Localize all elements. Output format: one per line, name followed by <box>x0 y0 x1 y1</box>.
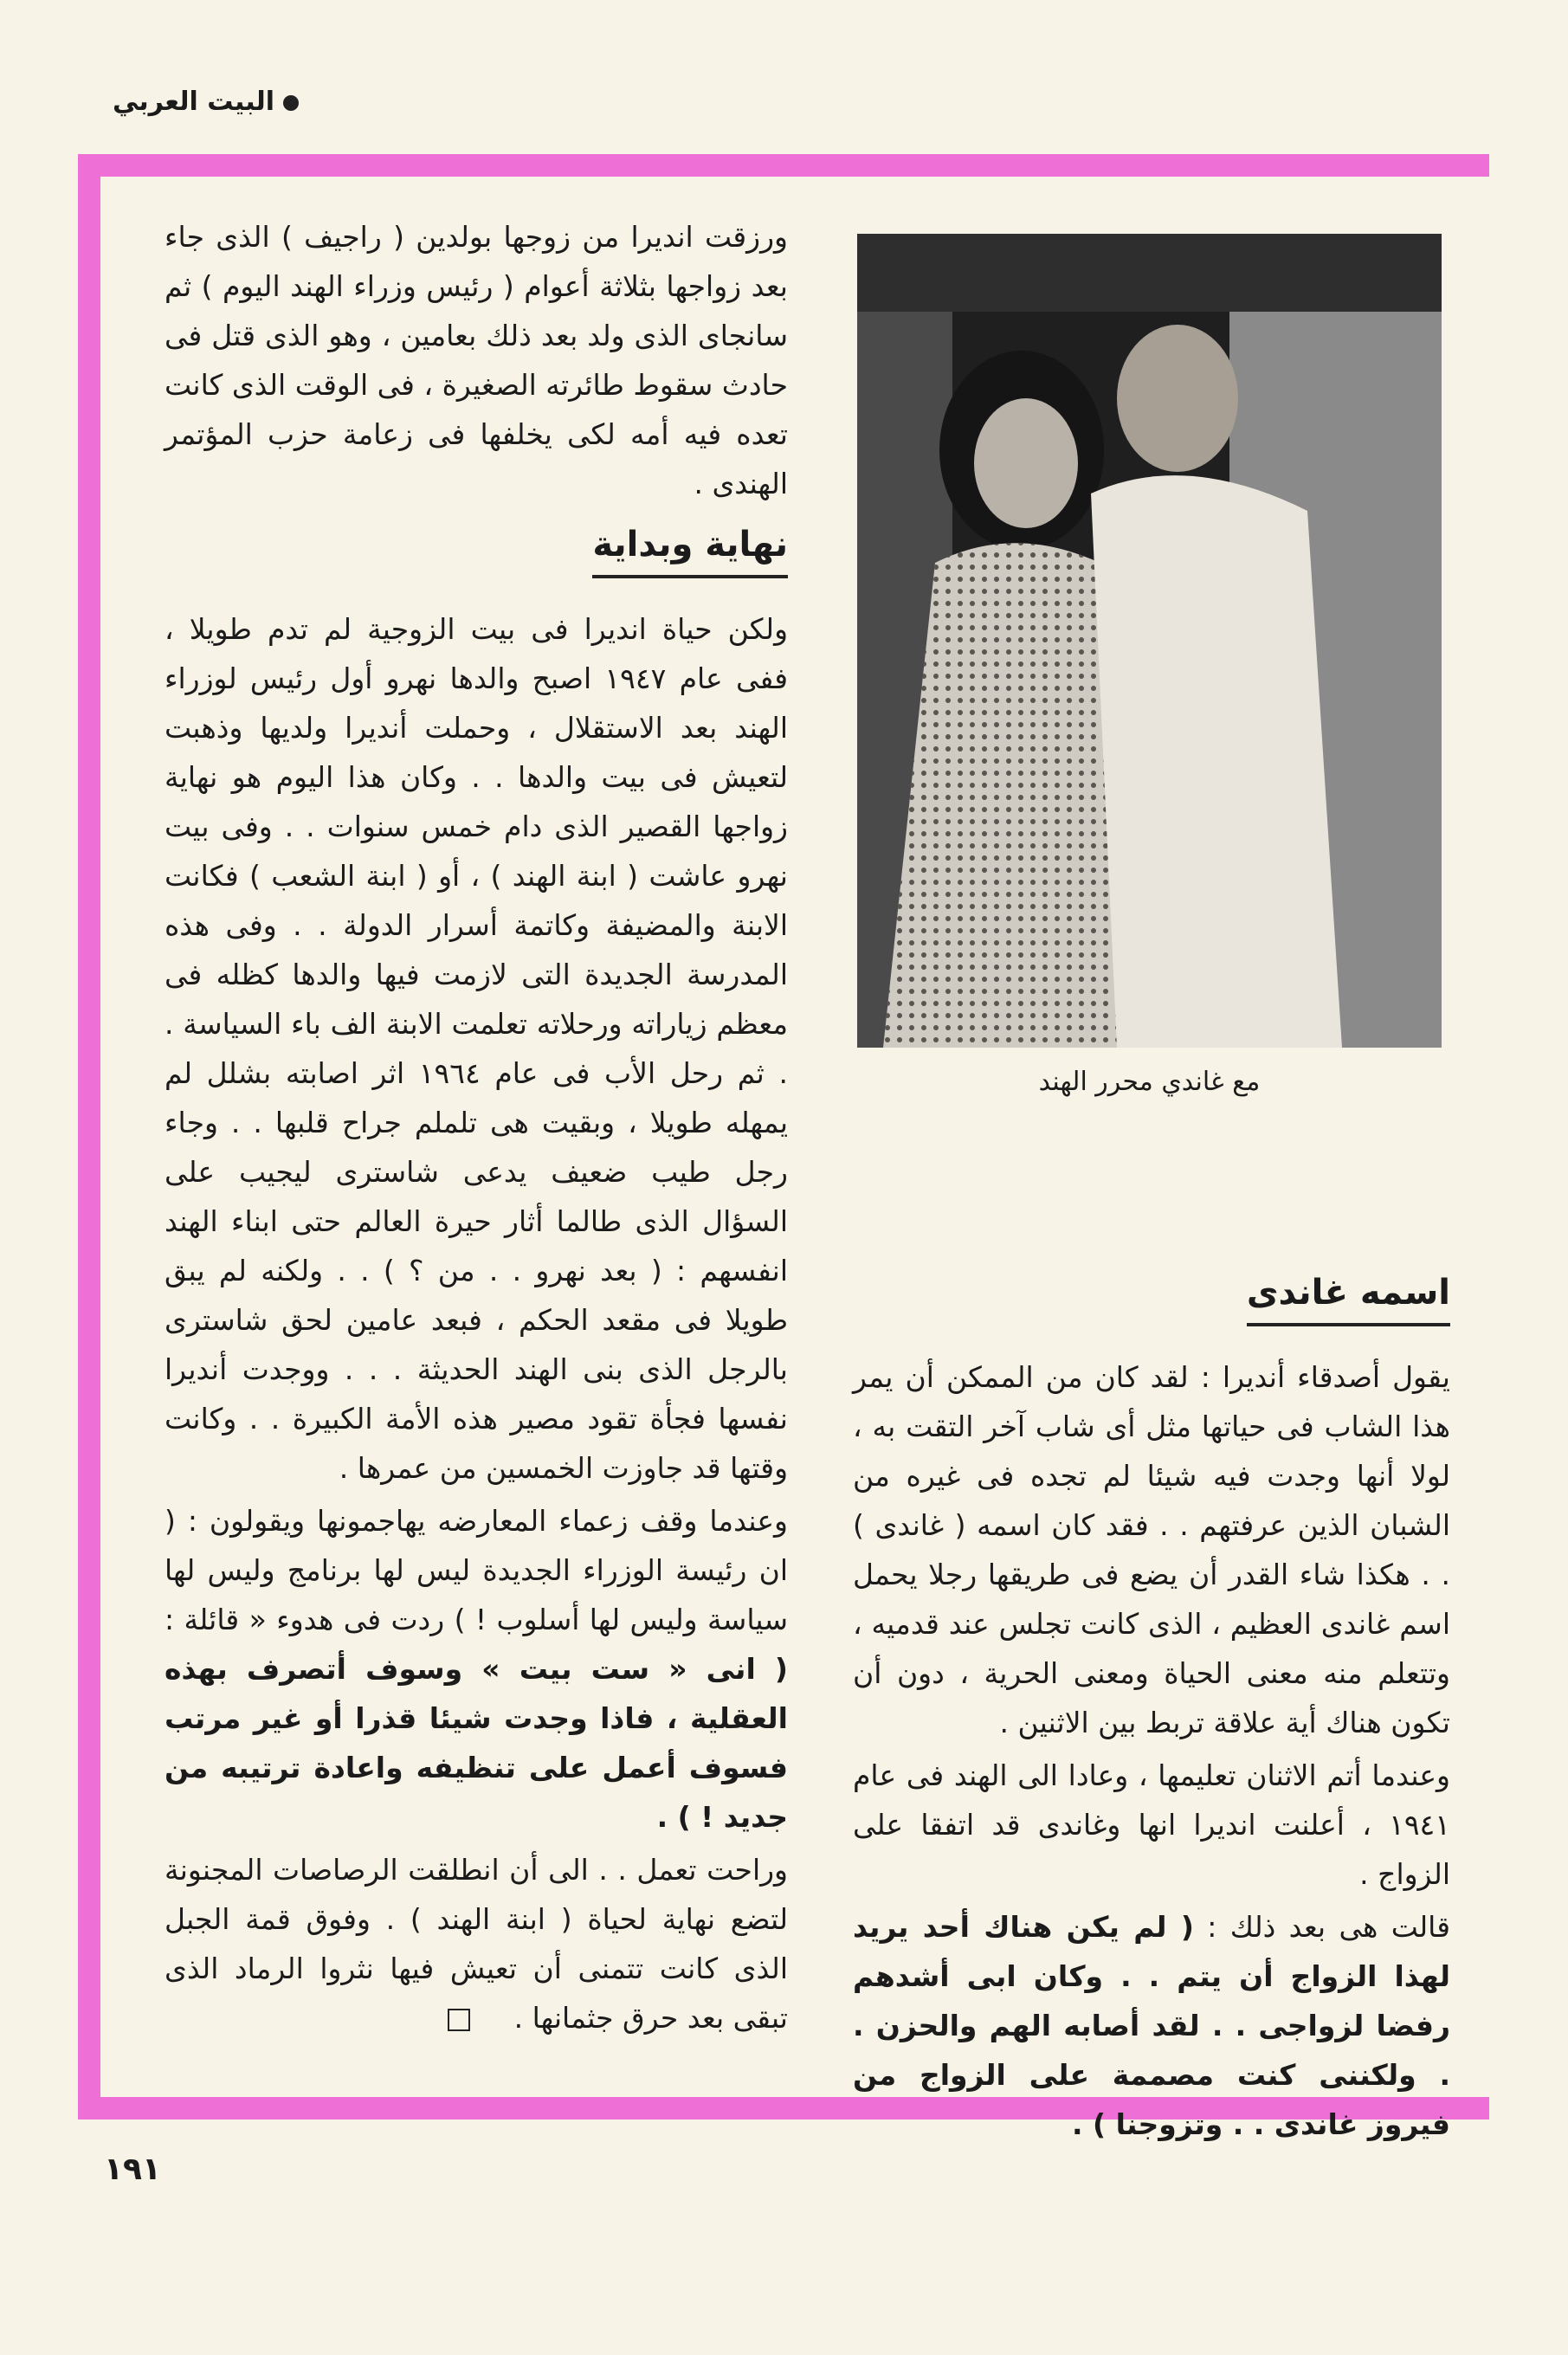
end-mark-icon <box>448 2009 470 2031</box>
body-paragraph <box>165 1845 788 2042</box>
bold-quote: ( لم يكن هناك أحد يريد لهذا الزواج أن يتم . . وكان ابى أشدهم رفضا لزواجى . . لقد أصابه الهم والحزن . . ولكننى كنت مصممة على الزواج من فيروز غاندى . . وتزوجنا ) . <box>853 1910 1450 2141</box>
frame-top-bar <box>78 154 1489 177</box>
body-paragraph <box>853 1902 1450 2149</box>
paragraph-text: وعندما وقف زعماء المعارضه يهاجمونها ويقولون : ( ان رئيسة الوزراء الجديدة ليس لها برنامج وليس لها سياسة وليس لها أسلوب ! ) ردت فى هدوء « قائلة : <box>165 1504 788 1636</box>
photo-illustration <box>857 234 1442 1048</box>
intro-paragraph: ورزقت انديرا من زوجها بولدين ( راجيف ) الذى جاء بعد زواجها بثلاثة أعوام ( رئيس وزراء الهند اليوم ) ثم سانجاى الذى ولد بعد ذلك بعامين ، وهو الذى قتل فى حادث سقوط طائرته الصغيرة ، فى الوقت الذى كانت تعده فيه أمه لكى يخلفها فى زعامة حزب المؤتمر الهندى . <box>165 220 788 500</box>
bullet-icon <box>283 95 299 111</box>
body-paragraph: ولكن حياة انديرا فى بيت الزوجية لم تدم طويلا ، ففى عام ١٩٤٧ اصبح والدها نهرو أول رئيس لوزراء الهند بعد الاستقلال ، وحملت أنديرا ولديها وذهبت لتعيش فى بيت والدها . . وكان هذا اليوم هو نهاية زواجها القصير الذى دام خمس سنوات . . وفى بيت نهرو عاشت ( ابنة الهند ) ، أو ( ابنة الشعب ) فكانت الابنة والمضيفة وكاتمة أسرار الدولة . . وفى هذه المدرسة الجديدة التى لازمت فيها والدها كظله فى معظم زياراته ورحلاته تعلمت الابنة الف باء السياسة . . ثم رحل الأب فى عام ١٩٦٤ اثر اصابته بشلل لم يمهله طويلا ، وبقيت هى تلملم جراح قلبها . . وجاء رجل طيب ضعيف يدعى شاسترى ليجيب على السؤال الذى طالما أثار حيرة العالم حتى ابناء الهند انفسهم : ( بعد نهرو . . من ؟ ) . . ولكنه لم يبق طويلا فى مقعد الحكم ، فبعد عامين لحق شاسترى بالرجل الذى بنى الهند الحديثة . . . ووجدت أنديرا نفسها فجأة تقود مصير هذه الأمة الكبيرة . . وكانت وقتها قد جاوزت الخمسين من عمرها . <box>165 612 788 1485</box>
paragraph-text: قالت هى بعد ذلك : <box>1207 1910 1450 1944</box>
section-heading-end-beginning: نهاية وبداية <box>592 520 788 578</box>
gandhi-indira-photo <box>857 234 1442 1048</box>
left-column <box>165 212 788 2046</box>
paragraph-text: وراحت تعمل . . الى أن انطلقت الرصاصات المجنونة لتضع نهاية لحياة ( ابنة الهند ) . وفوق قمة الجبل الذى كانت تتمنى أن تعيش فيها نثروا الرماد الذى تبقى بعد حرق جثمانها . <box>165 1853 788 2035</box>
body-paragraph <box>165 1496 788 1842</box>
page-number: ١٩١ <box>104 2152 161 2187</box>
magazine-title: البيت العربي <box>113 87 275 117</box>
body-paragraph: وعندما أتم الاثنان تعليمها ، وعادا الى الهند فى عام ١٩٤١ ، أعلنت انديرا انها وغاندى قد اتفقا على الزواج . <box>853 1758 1450 1891</box>
frame-left-bar <box>78 154 100 2120</box>
running-head <box>113 87 299 117</box>
section-heading-his-name-gandhi: اسمه غاندى <box>1247 1268 1450 1326</box>
right-column <box>853 1260 1450 2152</box>
photo-caption: مع غاندي محرر الهند <box>1038 1067 1261 1097</box>
body-paragraph: يقول أصدقاء أنديرا : لقد كان من الممكن أن يمر هذا الشاب فى حياتها مثل أى شاب آخر التقت به ، لولا أنها وجدت فيه شيئا لم تجده فى غيره من الشبان الذين عرفتهم . . فقد كان اسمه ( غاندى ) . . هكذا شاء القدر أن يضع فى طريقها رجلا يحمل اسم غاندى العظيم ، الذى كانت تجلس عند قدميه ، وتتعلم منه معنى الحياة ومعنى الحرية ، دون أن تكون هناك أية علاقة تربط بين الاثنين . <box>853 1360 1450 1739</box>
bold-quote: ( انى « ست بيت » وسوف أتصرف بهذه العقلية ، فاذا وجدت شيئا قذرا أو غير مرتب فسوف أعمل على تنظيفه واعادة ترتيبه من جديد ! ) . <box>165 1652 788 1834</box>
